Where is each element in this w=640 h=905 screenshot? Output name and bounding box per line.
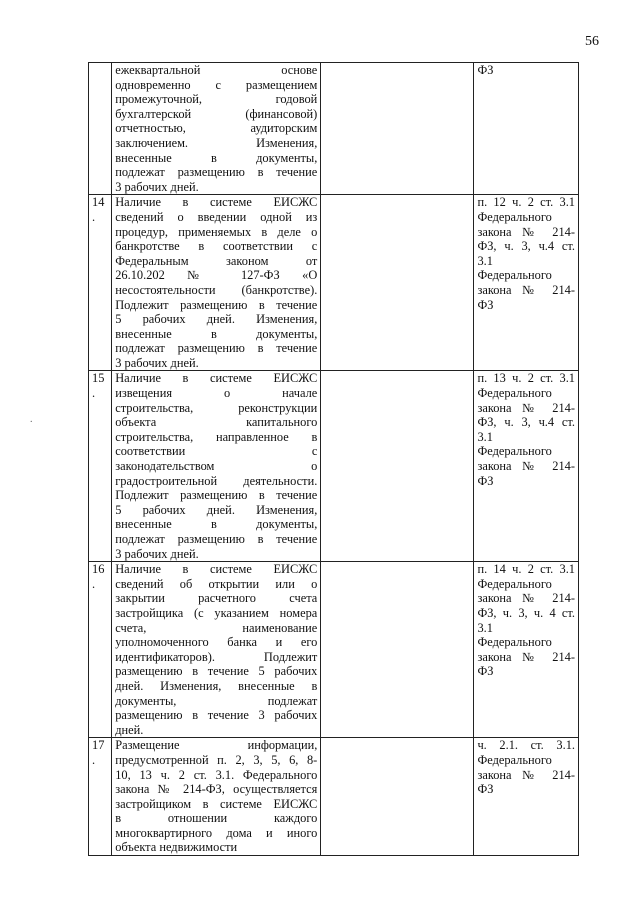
row-number-line: . (92, 386, 96, 401)
reference-line: 3.1 (477, 429, 493, 444)
description-line: ежеквартальной основе (115, 63, 318, 77)
description-line: застройщика (с указанием номера (115, 605, 318, 620)
description-line: размещению в течение 5 рабочих (115, 664, 318, 679)
description-line: объекта капитального (115, 415, 318, 430)
reference-line: ФЗ, ч. 3, ч.4 ст. (477, 239, 575, 254)
legal-reference (474, 738, 579, 856)
requirement-description (112, 195, 321, 371)
description-line: 26.10.202 № 127-ФЗ «О (115, 268, 318, 283)
row-number (89, 63, 112, 195)
reference-line: ФЗ, ч. 3, ч. 4 ст. (477, 605, 575, 620)
description-line: 5 рабочих дней. Изменения, (115, 312, 318, 327)
margin-mark: . (30, 414, 33, 425)
description-line: извещения о начале (115, 386, 318, 401)
requirements-table (88, 62, 579, 856)
description-line: идентификаторов). Подлежит (115, 649, 318, 664)
description-line: закрытии расчетного счета (115, 591, 318, 606)
description-line: градостроительной деятельности. (115, 473, 318, 488)
table-row (89, 738, 579, 856)
row-number (89, 371, 112, 562)
description-line: сведений об открытии или о (115, 576, 318, 591)
description-line: строительства, направленное в (115, 429, 318, 444)
description-line: закона № 214-ФЗ, осуществляется (115, 782, 318, 797)
description-line: Размещение информации, (115, 738, 318, 753)
description-line: бухгалтерской (финансовой) (115, 106, 318, 121)
reference-line: Федерального (477, 268, 552, 283)
reference-line: ФЗ (477, 782, 494, 797)
description-line: предусмотренной п. 2, 3, 5, 6, 8- (115, 752, 318, 767)
description-line: одновременно с размещением (115, 77, 318, 92)
reference-line: ФЗ, ч. 3, ч.4 ст. (477, 415, 575, 430)
legal-reference (474, 562, 579, 738)
description-line: подлежат размещению в течение (115, 532, 318, 546)
row-number (89, 738, 112, 856)
reference-line: Федерального (477, 752, 552, 767)
reference-line: закона № 214- (477, 282, 575, 297)
description-line: внесенные в документы, (115, 326, 318, 341)
description-line: 5 рабочих дней. Изменения, (115, 502, 318, 517)
reference-line: закона № 214- (477, 224, 575, 239)
table-row (89, 371, 579, 562)
description-line: 3 рабочих дней. (115, 355, 199, 370)
description-line: подлежат размещению в течение (115, 341, 318, 356)
reference-line: Федерального (477, 635, 552, 650)
description-line: уполномоченного банка и его (115, 635, 318, 650)
reference-line: ч. 2.1. ст. 3.1. (477, 738, 575, 753)
description-line: несостоятельности (банкротстве). (115, 282, 318, 297)
description-line: размещению в течение 3 рабочих (115, 708, 318, 723)
row-number-line: . (92, 209, 96, 224)
description-line: законодательством о (115, 459, 318, 474)
legal-reference (474, 63, 579, 195)
reference-line: ФЗ (477, 63, 494, 77)
description-line: дней. Изменения, внесенные в (115, 678, 318, 693)
reference-line: закона № 214- (477, 459, 575, 474)
description-line: документы, подлежат (115, 693, 318, 708)
empty-cell (321, 371, 474, 562)
reference-line: закона № 214- (477, 649, 575, 664)
description-line: многоквартирного дома и иного (115, 825, 318, 840)
reference-line: Федерального (477, 576, 552, 591)
description-line: в отношении каждого (115, 811, 318, 826)
row-number-line: . (92, 752, 96, 767)
description-line: объекта недвижимости (115, 840, 238, 855)
legal-reference (474, 195, 579, 371)
row-number-line: . (92, 576, 96, 591)
description-line: Наличие в системе ЕИСЖС (115, 195, 318, 210)
requirement-description (112, 738, 321, 856)
description-line: внесенные в документы, (115, 150, 318, 165)
description-line: Наличие в системе ЕИСЖС (115, 562, 318, 577)
description-line: промежуточной, годовой (115, 92, 318, 107)
row-number-line: 15 (92, 371, 105, 386)
reference-line: закона № 214- (477, 400, 575, 415)
empty-cell (321, 195, 474, 371)
empty-cell (321, 738, 474, 856)
description-line: 3 рабочих дней. (115, 546, 199, 561)
empty-cell (321, 63, 474, 195)
description-line: сведений о введении одной из (115, 209, 318, 224)
row-number-line: 14 (92, 195, 105, 210)
requirement-description (112, 371, 321, 562)
description-line: отчетностью, аудиторским (115, 121, 318, 136)
reference-line: п. 14 ч. 2 ст. 3.1 (477, 562, 575, 577)
legal-reference (474, 371, 579, 562)
description-line: Федеральным законом от (115, 253, 318, 268)
description-line: Подлежит размещению в течение (115, 488, 318, 503)
reference-line: ФЗ (477, 664, 494, 679)
requirement-description (112, 63, 321, 195)
description-line: внесенные в документы, (115, 517, 318, 532)
reference-line: ФЗ (477, 297, 494, 312)
table-row (89, 63, 579, 195)
description-line: 3 рабочих дней. (115, 179, 199, 194)
description-line: соответствии с (115, 444, 318, 459)
empty-cell (321, 562, 474, 738)
row-number (89, 195, 112, 371)
reference-line: 3.1 (477, 253, 493, 268)
description-line: дней. (115, 722, 144, 737)
reference-line: ФЗ (477, 473, 494, 488)
row-number-line: 16 (92, 562, 105, 577)
description-line: Наличие в системе ЕИСЖС (115, 371, 318, 386)
row-number-line: 17 (92, 738, 105, 753)
table-row (89, 195, 579, 371)
reference-line: Федерального (477, 209, 552, 224)
description-line: заключением. Изменения, (115, 135, 318, 150)
row-number (89, 562, 112, 738)
reference-line: закона № 214- (477, 767, 575, 782)
reference-line: закона № 214- (477, 591, 575, 606)
reference-line: п. 13 ч. 2 ст. 3.1 (477, 371, 575, 386)
description-line: застройщиком в системе ЕИСЖС (115, 796, 318, 811)
reference-line: 3.1 (477, 620, 493, 635)
reference-line: п. 12 ч. 2 ст. 3.1 (477, 195, 575, 210)
page-number: 56 (585, 34, 599, 49)
description-line: счета, наименование (115, 620, 318, 635)
description-line: подлежат размещению в течение (115, 165, 318, 180)
description-line: строительства, реконструкции (115, 400, 318, 415)
requirement-description (112, 562, 321, 738)
description-line: банкротстве в соответствии с (115, 239, 318, 254)
description-line: 10, 13 ч. 2 ст. 3.1. Федерального (115, 767, 318, 782)
description-line: процедур, применяемых в деле о (115, 224, 318, 239)
description-line: Подлежит размещению в течение (115, 297, 318, 312)
table-row (89, 562, 579, 738)
reference-line: Федерального (477, 444, 552, 459)
reference-line: Федерального (477, 386, 552, 401)
